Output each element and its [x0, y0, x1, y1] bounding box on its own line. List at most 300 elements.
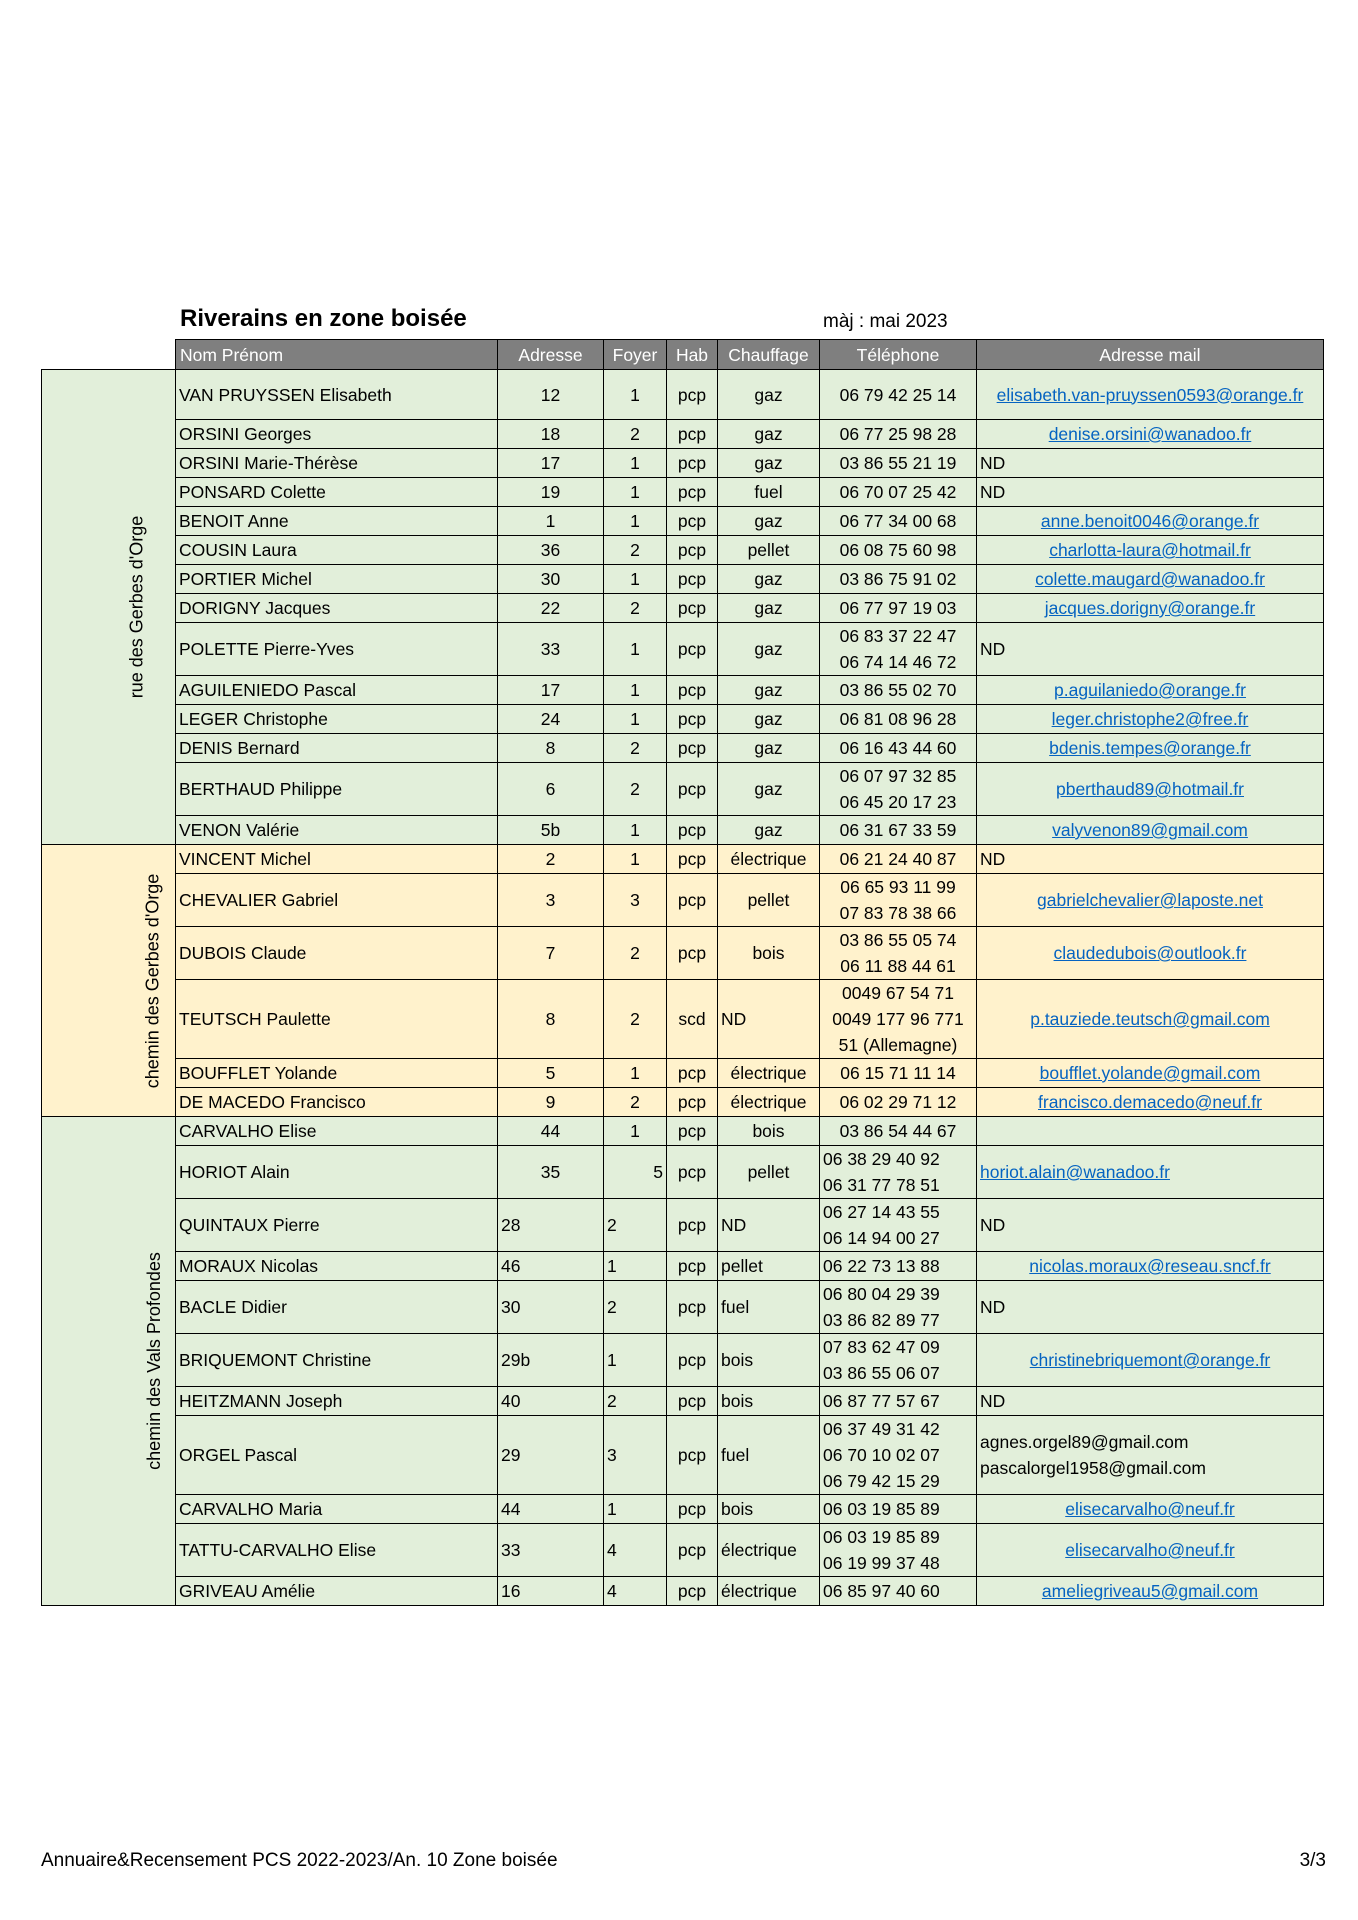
- cell-telephone: [820, 676, 977, 705]
- col-header-mail: Adresse mail: [977, 340, 1324, 370]
- cell-hab: pcp: [667, 874, 718, 927]
- mail-link[interactable]: jacques.dorigny@orange.fr: [1044, 598, 1256, 618]
- cell-mail: [977, 1416, 1324, 1495]
- cell-hab: pcp: [667, 1146, 718, 1199]
- mail-link[interactable]: elisecarvalho@neuf.fr: [1065, 1540, 1235, 1560]
- cell-mail: [977, 1199, 1324, 1252]
- mail-link[interactable]: ameliegriveau5@gmail.com: [1041, 1581, 1259, 1601]
- telephone-number: 06 65 93 11 99: [840, 877, 956, 897]
- cell-mail: [977, 420, 1324, 449]
- telephone-number: 06 87 77 57 67: [823, 1391, 940, 1411]
- cell-mail: [977, 623, 1324, 676]
- telephone-number: 06 45 20 17 23: [839, 792, 957, 812]
- cell-mail: [977, 1146, 1324, 1199]
- cell-name: BENOIT Anne: [176, 507, 498, 536]
- cell-foyer: 2: [604, 1199, 667, 1252]
- cell-mail: [977, 478, 1324, 507]
- telephone-number: 03 86 54 44 67: [839, 1121, 957, 1141]
- cell-foyer: 5: [604, 1146, 667, 1199]
- cell-adresse: 22: [498, 594, 604, 623]
- cell-name: BOUFFLET Yolande: [176, 1059, 498, 1088]
- cell-chauffage: gaz: [718, 816, 820, 845]
- cell-hab: pcp: [667, 705, 718, 734]
- telephone-number: 06 15 71 11 14: [840, 1063, 956, 1083]
- cell-telephone: [820, 1281, 977, 1334]
- cell-telephone: [820, 565, 977, 594]
- cell-adresse: 30: [498, 1281, 604, 1334]
- cell-telephone: [820, 816, 977, 845]
- cell-chauffage: gaz: [718, 507, 820, 536]
- cell-adresse: 9: [498, 1088, 604, 1117]
- cell-adresse: 44: [498, 1117, 604, 1146]
- cell-name: HORIOT Alain: [176, 1146, 498, 1199]
- cell-hab: pcp: [667, 1199, 718, 1252]
- cell-hab: pcp: [667, 449, 718, 478]
- telephone-number: 06 02 29 71 12: [839, 1092, 957, 1112]
- cell-hab: pcp: [667, 1416, 718, 1495]
- street-name: chemin des Vals Profondes: [143, 1252, 164, 1470]
- table-row: [42, 1146, 1324, 1199]
- mail-link[interactable]: horiot.alain@wanadoo.fr: [980, 1162, 1170, 1182]
- cell-mail: [977, 1495, 1324, 1524]
- cell-mail: [977, 763, 1324, 816]
- cell-name: PORTIER Michel: [176, 565, 498, 594]
- cell-chauffage: ND: [718, 1199, 820, 1252]
- cell-name: HEITZMANN Joseph: [176, 1387, 498, 1416]
- cell-adresse: 30: [498, 565, 604, 594]
- cell-hab: pcp: [667, 623, 718, 676]
- telephone-number: 06 37 49 31 42: [823, 1419, 940, 1439]
- telephone-number: 06 08 75 60 98: [839, 540, 957, 560]
- telephone-number: 06 77 25 98 28: [839, 424, 957, 444]
- cell-telephone: [820, 1146, 977, 1199]
- cell-adresse: 8: [498, 980, 604, 1059]
- cell-mail: [977, 845, 1324, 874]
- cell-hab: pcp: [667, 1117, 718, 1146]
- table-row: [42, 816, 1324, 845]
- table-row: [42, 1416, 1324, 1495]
- cell-adresse: 29: [498, 1416, 604, 1495]
- cell-name: TEUTSCH Paulette: [176, 980, 498, 1059]
- cell-name: CARVALHO Elise: [176, 1117, 498, 1146]
- cell-name: VENON Valérie: [176, 816, 498, 845]
- cell-mail: [977, 1088, 1324, 1117]
- table-row: [42, 1334, 1324, 1387]
- cell-chauffage: ND: [718, 980, 820, 1059]
- telephone-number: 03 86 75 91 02: [839, 569, 957, 589]
- telephone-number: 03 86 82 89 77: [823, 1310, 940, 1330]
- cell-adresse: 33: [498, 1524, 604, 1577]
- table-row: [42, 734, 1324, 763]
- cell-mail: [977, 536, 1324, 565]
- cell-adresse: 36: [498, 536, 604, 565]
- cell-adresse: 7: [498, 927, 604, 980]
- cell-foyer: 2: [604, 1088, 667, 1117]
- cell-adresse: 16: [498, 1577, 604, 1606]
- telephone-number: 0049 67 54 71: [842, 983, 954, 1003]
- cell-telephone: [820, 594, 977, 623]
- mail-link[interactable]: charlotta-laura@hotmail.fr: [1049, 540, 1251, 560]
- cell-chauffage: gaz: [718, 763, 820, 816]
- mail-text: agnes.orgel89@gmail.com pascalorgel1958@gmail.com: [980, 1432, 1206, 1478]
- mail-text: ND: [980, 849, 1006, 869]
- cell-telephone: [820, 1199, 977, 1252]
- cell-chauffage: électrique: [718, 845, 820, 874]
- cell-foyer: 2: [604, 1281, 667, 1334]
- cell-telephone: [820, 1117, 977, 1146]
- table-row: [42, 1252, 1324, 1281]
- cell-chauffage: pellet: [718, 874, 820, 927]
- cell-adresse: 19: [498, 478, 604, 507]
- table-row: [42, 449, 1324, 478]
- cell-adresse: 46: [498, 1252, 604, 1281]
- cell-chauffage: fuel: [718, 1416, 820, 1495]
- table-row: [42, 1199, 1324, 1252]
- cell-hab: pcp: [667, 1495, 718, 1524]
- table-row: [42, 1059, 1324, 1088]
- cell-chauffage: électrique: [718, 1088, 820, 1117]
- cell-hab: pcp: [667, 1334, 718, 1387]
- cell-foyer: 2: [604, 536, 667, 565]
- telephone-number: 06 70 07 25 42: [839, 482, 957, 502]
- cell-name: COUSIN Laura: [176, 536, 498, 565]
- cell-adresse: 6: [498, 763, 604, 816]
- mail-link[interactable]: colette.maugard@wanadoo.fr: [1035, 569, 1265, 589]
- cell-name: ORGEL Pascal: [176, 1416, 498, 1495]
- cell-name: MORAUX Nicolas: [176, 1252, 498, 1281]
- telephone-number: 06 38 29 40 92: [823, 1149, 940, 1169]
- telephone-number: 06 79 42 25 14: [839, 384, 957, 405]
- table-row: [42, 1117, 1324, 1146]
- cell-foyer: 2: [604, 1387, 667, 1416]
- cell-telephone: [820, 478, 977, 507]
- cell-telephone: [820, 1495, 977, 1524]
- cell-adresse: 3: [498, 874, 604, 927]
- telephone-number: 51 (Allemagne): [838, 1035, 958, 1055]
- street-label: [42, 370, 176, 845]
- mail-link[interactable]: denise.orsini@wanadoo.fr: [1048, 424, 1252, 444]
- footer-page-number: 3/3: [1299, 1850, 1326, 1871]
- cell-foyer: 1: [604, 816, 667, 845]
- cell-foyer: 1: [604, 1117, 667, 1146]
- col-header-name: Nom Prénom: [176, 340, 498, 370]
- update-date: màj : mai 2023: [823, 311, 948, 332]
- cell-hab: pcp: [667, 1281, 718, 1334]
- table-row: [42, 1577, 1324, 1606]
- table-header: [42, 340, 1324, 370]
- table-row: [42, 1281, 1324, 1334]
- telephone-number: 06 14 94 00 27: [823, 1228, 940, 1248]
- residents-table: [41, 339, 1324, 1606]
- col-header-telephone: Téléphone: [820, 340, 977, 370]
- cell-foyer: 1: [604, 1334, 667, 1387]
- mail-link[interactable]: valyvenon89@gmail.com: [1052, 820, 1248, 840]
- cell-telephone: [820, 1416, 977, 1495]
- cell-mail: [977, 705, 1324, 734]
- cell-chauffage: gaz: [718, 420, 820, 449]
- cell-name: BERTHAUD Philippe: [176, 763, 498, 816]
- cell-mail: [977, 1387, 1324, 1416]
- cell-chauffage: bois: [718, 927, 820, 980]
- cell-foyer: 2: [604, 734, 667, 763]
- cell-adresse: 40: [498, 1387, 604, 1416]
- cell-telephone: [820, 420, 977, 449]
- cell-name: ORSINI Georges: [176, 420, 498, 449]
- title-row: [178, 303, 1323, 337]
- cell-foyer: 4: [604, 1577, 667, 1606]
- cell-mail: [977, 565, 1324, 594]
- cell-foyer: 1: [604, 623, 667, 676]
- cell-chauffage: gaz: [718, 734, 820, 763]
- cell-mail: [977, 1117, 1324, 1146]
- cell-adresse: 5: [498, 1059, 604, 1088]
- telephone-number: 06 03 19 85 89: [823, 1527, 940, 1547]
- cell-adresse: 24: [498, 705, 604, 734]
- telephone-number: 06 83 37 22 47: [839, 626, 957, 646]
- table-body: [42, 370, 1324, 1606]
- cell-foyer: 2: [604, 420, 667, 449]
- cell-foyer: 2: [604, 763, 667, 816]
- cell-hab: pcp: [667, 594, 718, 623]
- mail-link[interactable]: francisco.demacedo@neuf.fr: [1038, 1092, 1262, 1112]
- col-header-foyer: Foyer: [604, 340, 667, 370]
- cell-foyer: 1: [604, 478, 667, 507]
- table-row: [42, 763, 1324, 816]
- telephone-number: 06 22 73 13 88: [823, 1256, 940, 1276]
- cell-name: CHEVALIER Gabriel: [176, 874, 498, 927]
- telephone-number: 06 21 24 40 87: [839, 849, 957, 869]
- cell-chauffage: gaz: [718, 565, 820, 594]
- table-row: [42, 927, 1324, 980]
- mail-link[interactable]: claudedubois@outlook.fr: [1053, 943, 1247, 963]
- cell-adresse: 44: [498, 1495, 604, 1524]
- telephone-number: 06 70 10 02 07: [823, 1445, 940, 1465]
- telephone-number: 06 80 04 29 39: [823, 1284, 940, 1304]
- cell-hab: pcp: [667, 734, 718, 763]
- cell-mail: [977, 927, 1324, 980]
- mail-link[interactable]: pberthaud89@hotmail.fr: [1055, 779, 1244, 799]
- mail-link[interactable]: p.tauziede.teutsch@gmail.com: [1030, 1009, 1270, 1029]
- cell-chauffage: pellet: [718, 1146, 820, 1199]
- cell-hab: pcp: [667, 1524, 718, 1577]
- cell-name: DORIGNY Jacques: [176, 594, 498, 623]
- cell-mail: [977, 370, 1324, 420]
- cell-chauffage: gaz: [718, 449, 820, 478]
- cell-mail: [977, 874, 1324, 927]
- cell-name: LEGER Christophe: [176, 705, 498, 734]
- cell-telephone: [820, 449, 977, 478]
- cell-telephone: [820, 1059, 977, 1088]
- cell-mail: [977, 980, 1324, 1059]
- cell-telephone: [820, 370, 977, 420]
- cell-name: VINCENT Michel: [176, 845, 498, 874]
- mail-text: ND: [980, 453, 1006, 473]
- telephone-number: 06 11 88 44 61: [840, 956, 956, 976]
- cell-foyer: 1: [604, 370, 667, 420]
- cell-hab: pcp: [667, 1577, 718, 1606]
- mail-text: ND: [980, 482, 1006, 502]
- cell-mail: [977, 816, 1324, 845]
- street-label: [42, 1117, 176, 1606]
- cell-mail: [977, 1334, 1324, 1387]
- mail-link[interactable]: nicolas.moraux@reseau.sncf.fr: [1029, 1256, 1271, 1276]
- telephone-number: 06 77 97 19 03: [839, 598, 957, 618]
- mail-link[interactable]: anne.benoit0046@orange.fr: [1040, 511, 1260, 531]
- cell-mail: [977, 734, 1324, 763]
- cell-foyer: 1: [604, 845, 667, 874]
- table-row: [42, 420, 1324, 449]
- cell-adresse: 2: [498, 845, 604, 874]
- cell-name: ORSINI Marie-Thérèse: [176, 449, 498, 478]
- telephone-number: 03 86 55 21 19: [839, 453, 957, 473]
- cell-mail: [977, 1577, 1324, 1606]
- table-row: [42, 623, 1324, 676]
- cell-foyer: 2: [604, 927, 667, 980]
- cell-foyer: 1: [604, 1495, 667, 1524]
- cell-foyer: 1: [604, 676, 667, 705]
- table-row: [42, 1387, 1324, 1416]
- cell-foyer: 1: [604, 565, 667, 594]
- cell-chauffage: électrique: [718, 1059, 820, 1088]
- cell-hab: pcp: [667, 676, 718, 705]
- cell-name: GRIVEAU Amélie: [176, 1577, 498, 1606]
- cell-hab: pcp: [667, 507, 718, 536]
- cell-name: DENIS Bernard: [176, 734, 498, 763]
- cell-mail: [977, 676, 1324, 705]
- telephone-number: 0049 177 96 771: [832, 1009, 964, 1029]
- table-row: [42, 980, 1324, 1059]
- table-row: [42, 594, 1324, 623]
- cell-name: CARVALHO Maria: [176, 1495, 498, 1524]
- cell-mail: [977, 1524, 1324, 1577]
- cell-foyer: 1: [604, 507, 667, 536]
- cell-name: TATTU-CARVALHO Elise: [176, 1524, 498, 1577]
- mail-link[interactable]: p.aguilaniedo@orange.fr: [1054, 680, 1246, 700]
- telephone-number: 06 81 08 96 28: [839, 709, 957, 729]
- mail-link[interactable]: christinebriquemont@orange.fr: [1029, 1350, 1271, 1370]
- cell-foyer: 1: [604, 1252, 667, 1281]
- cell-foyer: 3: [604, 874, 667, 927]
- cell-chauffage: bois: [718, 1334, 820, 1387]
- mail-link[interactable]: leger.christophe2@free.fr: [1051, 709, 1249, 729]
- cell-adresse: 1: [498, 507, 604, 536]
- cell-adresse: 33: [498, 623, 604, 676]
- mail-link[interactable]: gabrielchevalier@laposte.net: [1037, 890, 1263, 910]
- telephone-number: 07 83 62 47 09: [823, 1337, 940, 1357]
- cell-chauffage: fuel: [718, 1281, 820, 1334]
- table-row: [42, 536, 1324, 565]
- telephone-number: 06 31 77 78 51: [823, 1175, 940, 1195]
- cell-adresse: 17: [498, 449, 604, 478]
- cell-name: POLETTE Pierre-Yves: [176, 623, 498, 676]
- table-row: [42, 1088, 1324, 1117]
- telephone-number: 06 77 34 00 68: [839, 511, 957, 531]
- table-row: [42, 845, 1324, 874]
- cell-name: QUINTAUX Pierre: [176, 1199, 498, 1252]
- cell-adresse: 8: [498, 734, 604, 763]
- cell-hab: pcp: [667, 1387, 718, 1416]
- cell-mail: [977, 449, 1324, 478]
- telephone-number: 06 31 67 33 59: [839, 820, 957, 840]
- cell-telephone: [820, 845, 977, 874]
- cell-telephone: [820, 1524, 977, 1577]
- mail-link[interactable]: bdenis.tempes@orange.fr: [1049, 738, 1251, 758]
- table-row: [42, 370, 1324, 420]
- table-row: [42, 705, 1324, 734]
- cell-telephone: [820, 734, 977, 763]
- telephone-number: 06 85 97 40 60: [823, 1581, 940, 1601]
- cell-telephone: [820, 980, 977, 1059]
- telephone-number: 06 16 43 44 60: [839, 738, 957, 758]
- cell-telephone: [820, 763, 977, 816]
- street-name: rue des Gerbes d'Orge: [126, 515, 147, 699]
- table-row: [42, 507, 1324, 536]
- cell-chauffage: pellet: [718, 1252, 820, 1281]
- telephone-number: 03 86 55 06 07: [823, 1363, 940, 1383]
- document-title: Riverains en zone boisée: [180, 305, 467, 332]
- cell-name: AGUILENIEDO Pascal: [176, 676, 498, 705]
- cell-foyer: 1: [604, 449, 667, 478]
- telephone-number: 06 03 19 85 89: [823, 1499, 940, 1519]
- street-label: [42, 845, 176, 1117]
- cell-name: VAN PRUYSSEN Elisabeth: [176, 370, 498, 420]
- cell-chauffage: gaz: [718, 676, 820, 705]
- cell-hab: pcp: [667, 927, 718, 980]
- cell-telephone: [820, 1577, 977, 1606]
- cell-telephone: [820, 1387, 977, 1416]
- mail-text: ND: [980, 1297, 1006, 1317]
- mail-link[interactable]: elisecarvalho@neuf.fr: [1065, 1499, 1235, 1519]
- mail-text: ND: [980, 1215, 1006, 1235]
- cell-chauffage: gaz: [718, 594, 820, 623]
- cell-mail: [977, 1281, 1324, 1334]
- cell-telephone: [820, 1252, 977, 1281]
- cell-adresse: 18: [498, 420, 604, 449]
- table-row: [42, 874, 1324, 927]
- table-row: [42, 676, 1324, 705]
- telephone-number: 07 83 78 38 66: [839, 903, 957, 923]
- cell-foyer: 1: [604, 705, 667, 734]
- cell-name: DUBOIS Claude: [176, 927, 498, 980]
- cell-telephone: [820, 874, 977, 927]
- cell-hab: pcp: [667, 845, 718, 874]
- cell-hab: pcp: [667, 1252, 718, 1281]
- cell-mail: [977, 1252, 1324, 1281]
- table-row: [42, 565, 1324, 594]
- cell-name: PONSARD Colette: [176, 478, 498, 507]
- col-header-adresse: Adresse: [498, 340, 604, 370]
- cell-chauffage: électrique: [718, 1577, 820, 1606]
- telephone-number: 06 74 14 46 72: [839, 652, 957, 672]
- cell-adresse: 12: [498, 370, 604, 420]
- cell-foyer: 4: [604, 1524, 667, 1577]
- cell-chauffage: électrique: [718, 1524, 820, 1577]
- cell-hab: scd: [667, 980, 718, 1059]
- table-row: [42, 478, 1324, 507]
- table-row: [42, 1495, 1324, 1524]
- cell-chauffage: gaz: [718, 370, 820, 420]
- cell-foyer: 2: [604, 594, 667, 623]
- mail-link[interactable]: boufflet.yolande@gmail.com: [1039, 1063, 1261, 1083]
- cell-adresse: 17: [498, 676, 604, 705]
- footer-document-reference: Annuaire&Recensement PCS 2022-2023/An. 10 Zone boisée: [41, 1850, 558, 1871]
- cell-chauffage: bois: [718, 1495, 820, 1524]
- col-header-hab: Hab: [667, 340, 718, 370]
- cell-hab: pcp: [667, 478, 718, 507]
- cell-telephone: [820, 623, 977, 676]
- mail-link[interactable]: elisabeth.van-pruyssen0593@orange.fr: [996, 384, 1304, 405]
- cell-chauffage: bois: [718, 1387, 820, 1416]
